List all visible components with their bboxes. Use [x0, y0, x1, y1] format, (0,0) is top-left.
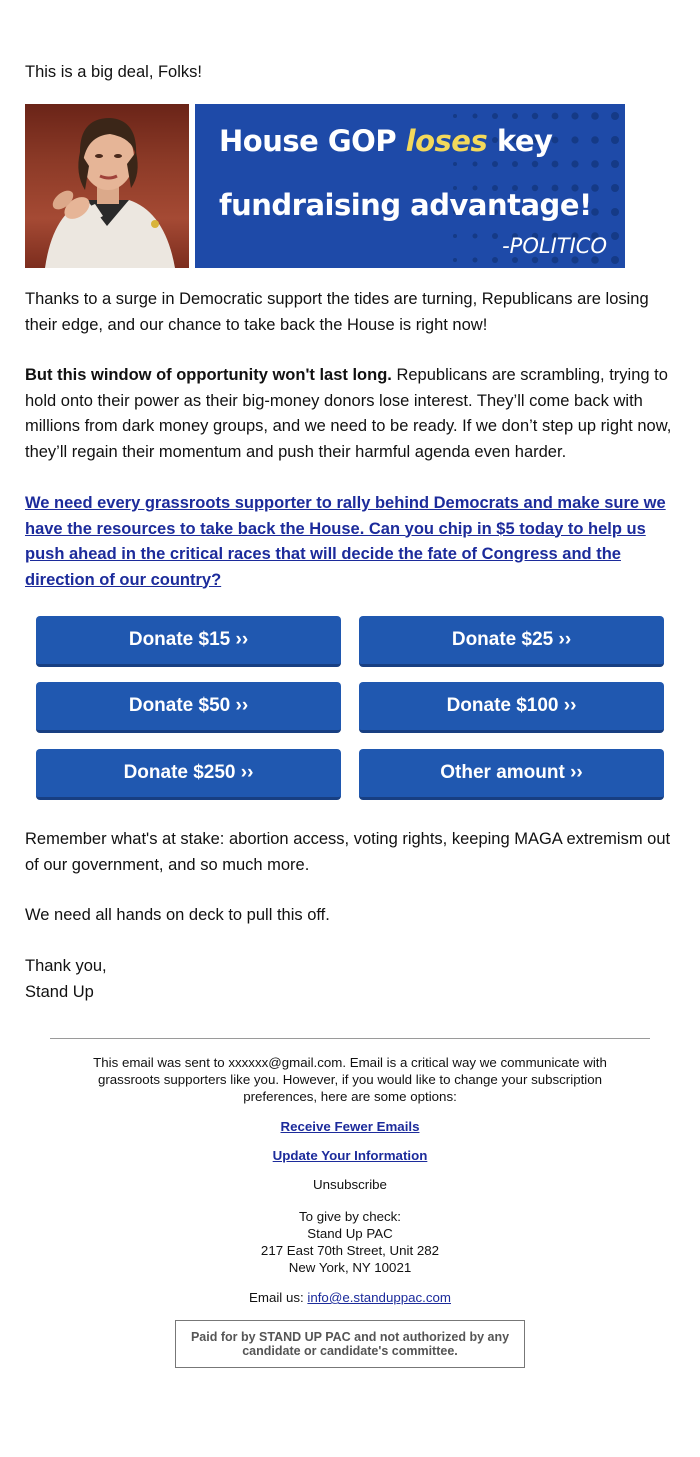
headline-line-2: fundraising advantage!: [219, 188, 592, 222]
all-hands-paragraph: We need all hands on deck to pull this off.: [25, 906, 330, 924]
check-intro: To give by check:: [299, 1209, 401, 1224]
headline-panel: [195, 104, 625, 268]
donate-100-button[interactable]: Donate $100 ››: [359, 682, 664, 733]
signoff-thanks: Thank you,: [25, 957, 107, 975]
urgency-bold: But this window of opportunity won't last long.: [25, 366, 392, 384]
intro-paragraph: Thanks to a surge in Democratic support the tides are turning, Republicans are losing their edge, and our chance to take back the House is right now!: [25, 290, 649, 334]
signoff-name: Stand Up: [25, 982, 94, 1001]
paid-for-disclaimer: Paid for by STAND UP PAC and not authorized by any candidate or candidate's committee.: [175, 1320, 525, 1368]
donate-15-button[interactable]: Donate $15 ››: [36, 616, 341, 667]
footer-notice: This email was sent to xxxxxx@gmail.com. Email is a critical way we communicate with grassroots supporters like you. However, if you would like to change your subscription preferences, here are some options:: [93, 1055, 607, 1104]
appeal-paragraph: [25, 491, 675, 593]
update-info-link[interactable]: Update Your Information: [272, 1148, 428, 1163]
footer-update-info: [50, 1147, 650, 1164]
donate-250-button[interactable]: Donate $250 ››: [36, 749, 341, 800]
signoff: [25, 954, 107, 1005]
footer-divider: [50, 1038, 650, 1039]
urgency-text: Republicans are scrambling, trying to hold onto their power as their big-money donors lose interest. They’ll come back with millions from dark money groups, and we need to be ready. If we don’t step up right now, they’ll regain their momentum and push their harmful agenda even harder.: [25, 366, 672, 461]
donate-other-button[interactable]: Other amount ››: [359, 749, 664, 800]
headline-line-1: [219, 124, 552, 158]
check-street: 217 East 70th Street, Unit 282: [260, 1243, 440, 1258]
headline-start: House GOP: [219, 124, 406, 158]
contact-email-link[interactable]: info@e.standuppac.com: [307, 1290, 451, 1305]
footer-fewer-emails: [50, 1118, 650, 1135]
greeting: This is a big deal, Folks!: [25, 63, 202, 81]
donate-25-button[interactable]: Donate $25 ››: [359, 616, 664, 667]
email-label: Email us:: [249, 1290, 308, 1305]
fewer-emails-link[interactable]: Receive Fewer Emails: [280, 1119, 420, 1134]
stakes-paragraph: Remember what's at stake: abortion access, voting rights, keeping MAGA extremism out of our government, and so much more.: [25, 830, 671, 874]
hero-banner[interactable]: [25, 104, 625, 268]
check-org: Stand Up PAC: [307, 1226, 393, 1241]
person-clapping-icon: [25, 104, 189, 268]
headline-source: -POLITICO: [502, 234, 607, 258]
check-city: New York, NY 10021: [288, 1260, 412, 1275]
urgency-paragraph: [25, 363, 675, 465]
headline-emphasis: loses: [405, 124, 488, 158]
headline-end: key: [487, 124, 553, 158]
donate-50-button[interactable]: Donate $50 ››: [36, 682, 341, 733]
unsubscribe-link[interactable]: Unsubscribe: [313, 1177, 387, 1192]
appeal-link[interactable]: We need every grassroots supporter to rally behind Democrats and make sure we have the resources to take back the House. Can you chip in $5 today to help us push ahead in the critical races that will decide the fate of Congress and the direction of our country?: [25, 494, 666, 589]
footer-email-line: [50, 1289, 650, 1306]
check-address-block: [50, 1208, 650, 1276]
